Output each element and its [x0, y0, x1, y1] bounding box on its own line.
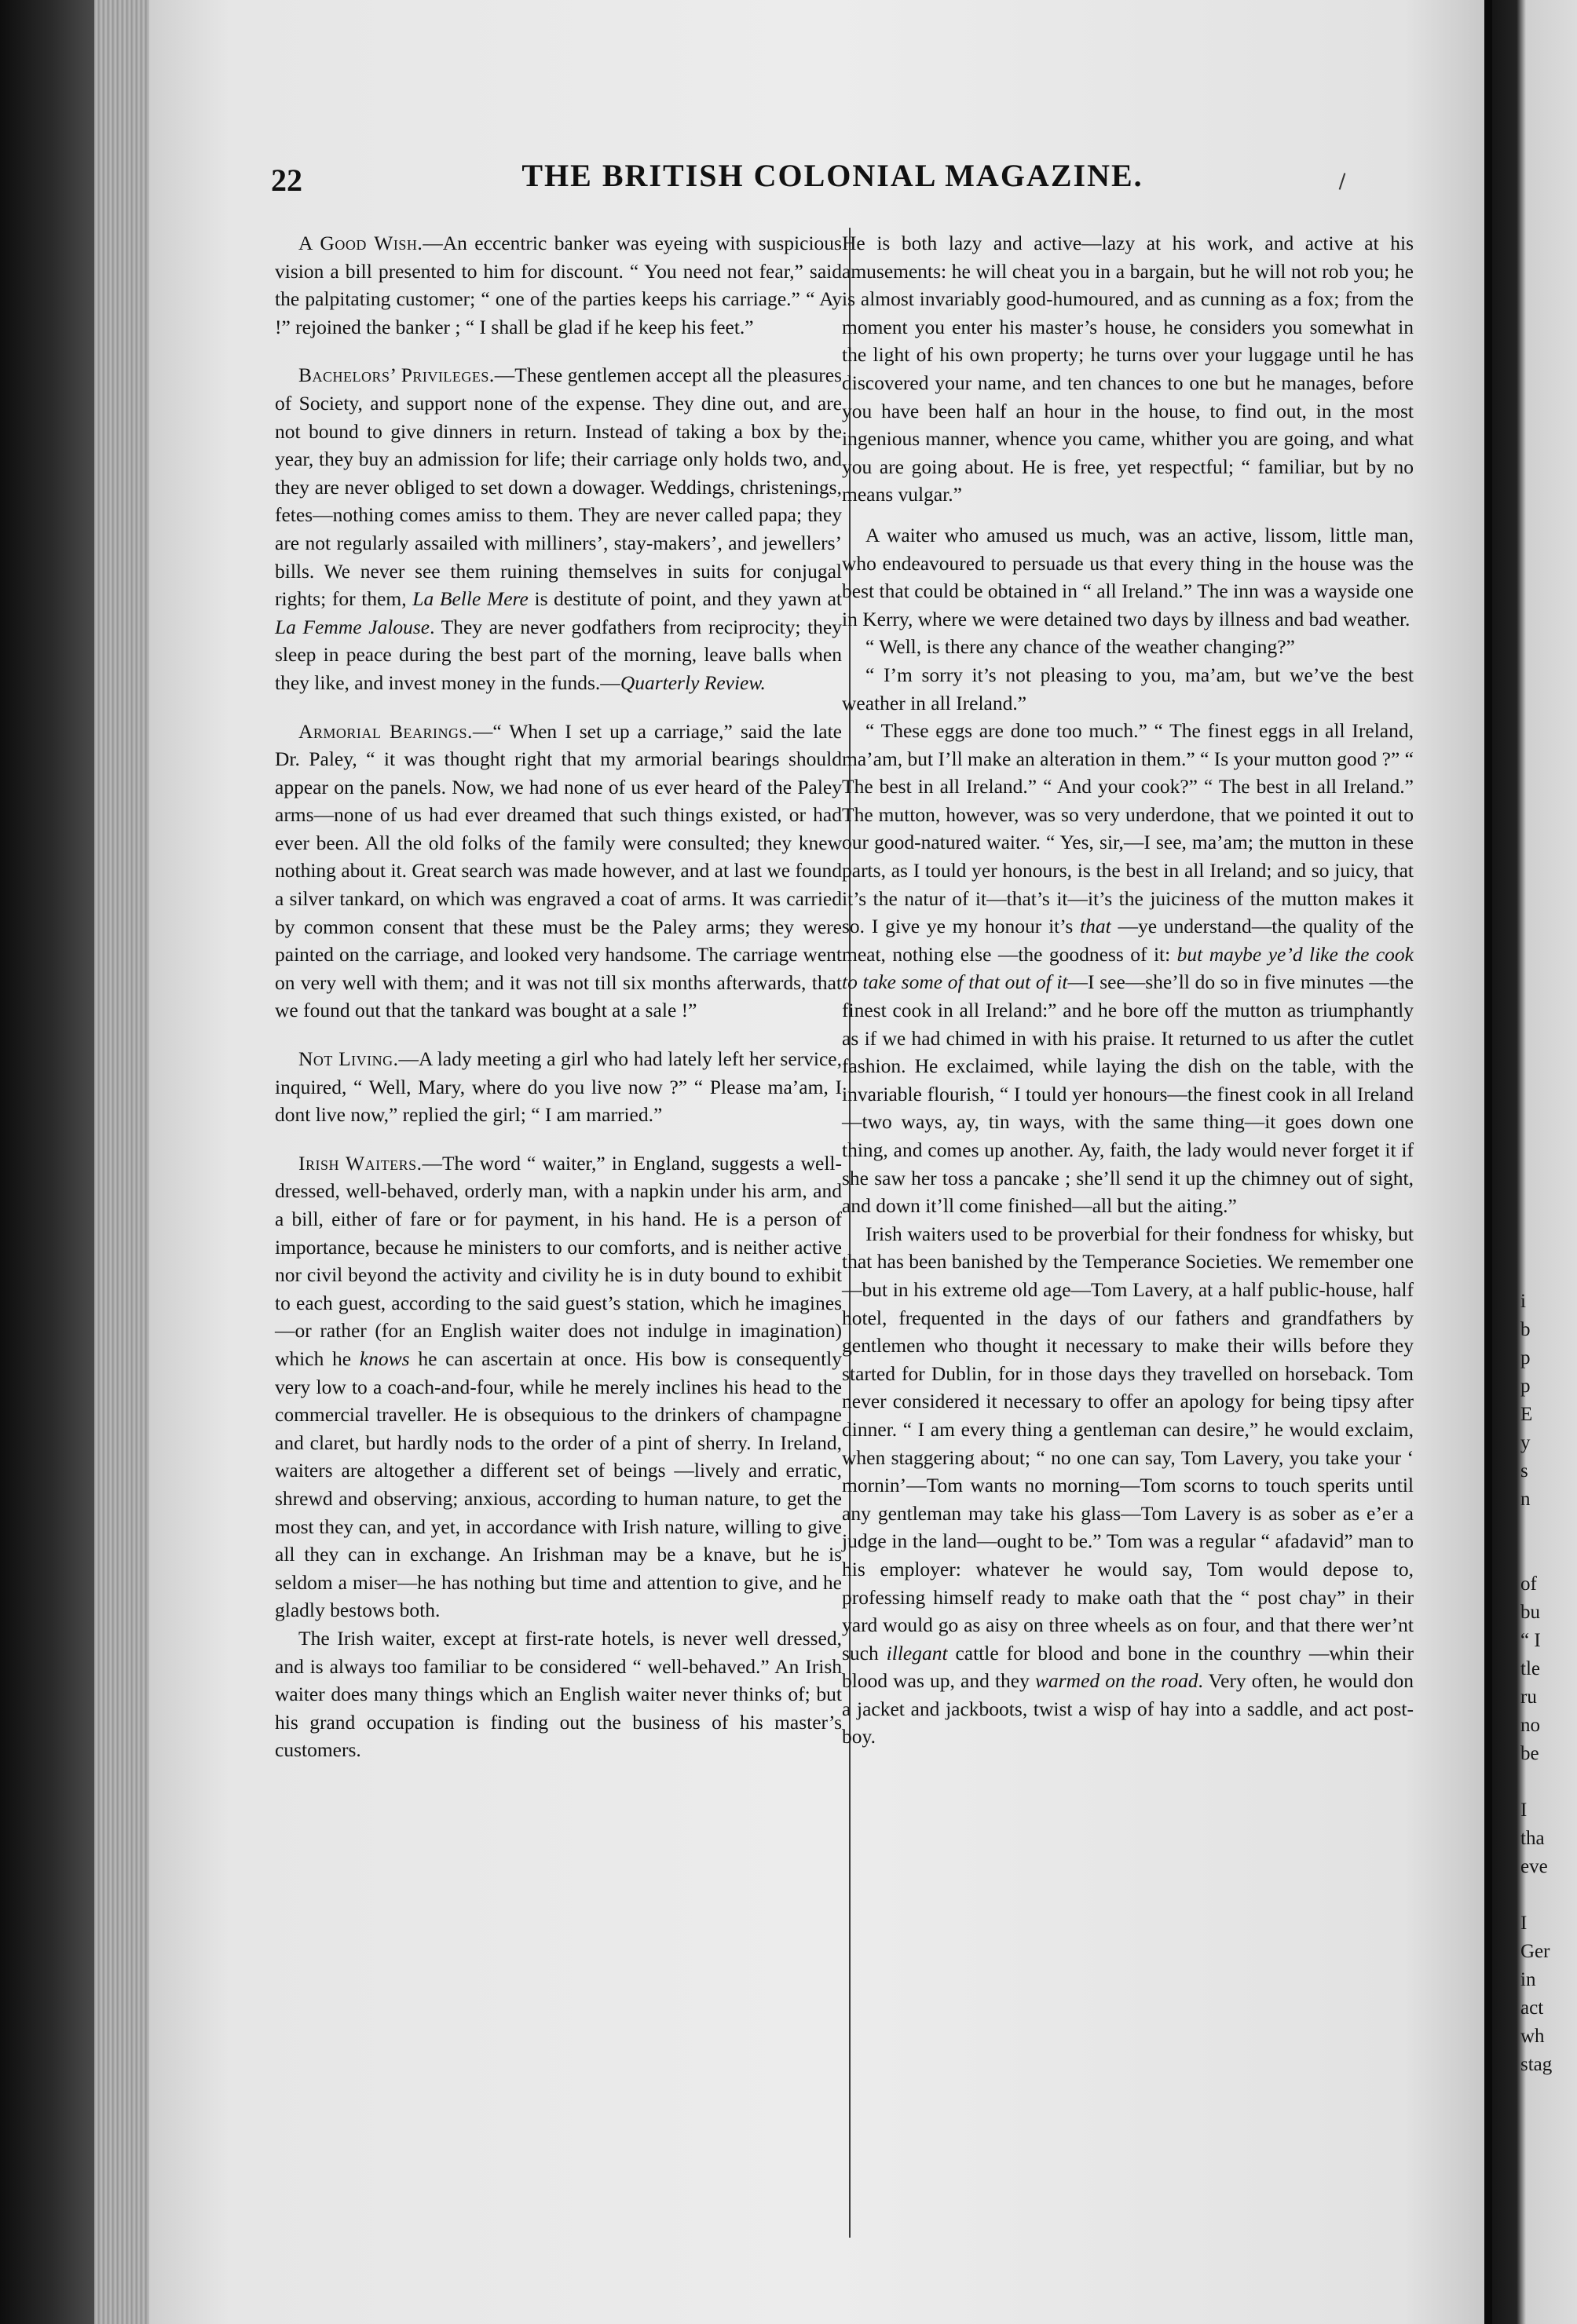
facing-page-fragment-line: I — [1520, 1913, 1528, 1934]
article-body: “ These eggs are done too much.” “ The finest eggs in all Ireland, ma’am, but I’ll make an alteration in them.” “ Is your mutton good ?” “ The best in all Ireland.” “ And your cook?” “ The best in all Ireland.” The mutton, however, was so very underdone, that we pointed it out to our good-natured waiter. “ Yes, sir,—I see, ma’am; the mutton in these parts, as I tould yer honours, is the best in all Ireland; and so juicy, that it’s the natur of it—that’s it—it’s the juiciness of the mutton makes it so. I give ye my honour it’s — [842, 719, 1414, 938]
article-paragraph-tom-lavery — [842, 1220, 1414, 1751]
article-body: he can ascertain at once. His bow is consequently very low to a coach-and-four, while he merely inclines his head to the commercial traveller. He is obsequious to the drinkers of champagne and claret, but hardly nods to the order of a pint of sherry. In Ireland, waiters are altogether a different set of beings —lively and erratic, shrewd and observing; anxious, according to human nature, to get the most they can, and yet, in accordance with Irish nature, willing to give all they can in exchange. An Irishman may be a knave, but he is seldom a miser—he has nothing but time and attention to give, and he gladly bestows both. — [275, 1347, 842, 1622]
facing-page-fragment-line: tha — [1520, 1828, 1545, 1849]
facing-page-fragment-line: be — [1520, 1743, 1539, 1764]
page-number: 22 — [271, 163, 302, 198]
article-heading: A Good Wish. — [298, 232, 423, 254]
facing-page-fragment-line: b — [1520, 1319, 1531, 1340]
facing-page-fragment-line — [1520, 1542, 1575, 1570]
facing-page-fragment-line: y — [1520, 1432, 1531, 1453]
article-italic: warmed on the road — [1035, 1669, 1198, 1693]
article-italic: but maybe ye’d like the cook to take some of that out of it — [842, 942, 1414, 994]
facing-page-fragment-line: p — [1520, 1376, 1531, 1397]
left-column — [275, 229, 842, 1785]
facing-page-fragment-line: eve — [1520, 1856, 1548, 1877]
article-paragraph: “ I’m sorry it’s not pleasing to you, ma’am, but we’ve the best weather in all Ireland.” — [842, 663, 1414, 714]
article-body: —An eccentric banker was eyeing with suspicious vision a bill presented to him for discount. “ You need not fear,” said the palpitating customer; “ one of the parties keeps his carriage.” “ Ay !” rejoined the banker ; “ I shall be glad if he keep his feet.” — [275, 232, 842, 338]
article-heading: Bachelors’ Privileges. — [298, 364, 495, 387]
right-column — [842, 229, 1414, 1751]
facing-page-fragment-line: wh — [1520, 2026, 1545, 2047]
article-bachelors-privileges — [275, 361, 842, 696]
article-italic: La Belle Mere — [412, 587, 529, 611]
facing-page-fragment-line: n — [1520, 1489, 1531, 1510]
page-edge-stack — [94, 0, 157, 2324]
facing-page-fragment-line: in — [1520, 1969, 1536, 1990]
article-body: . Very often, he would don a jacket and jackboots, twist a wisp of hay into a saddle, and act post-boy. — [842, 1669, 1414, 1748]
facing-page-fragment-line: ru — [1520, 1686, 1537, 1708]
facing-page-fragment-line: p — [1520, 1347, 1531, 1368]
article-armorial-bearings — [275, 718, 842, 1025]
facing-page-fragment-line: no — [1520, 1715, 1540, 1736]
article-body: —A lady meeting a girl who had lately left her service, inquired, “ Well, Mary, where do you live now ?” “ Please ma’am, I dont live now,” replied the girl; “ I am married.” — [275, 1047, 842, 1127]
facing-page-fragment-line: I — [1520, 1800, 1528, 1821]
article-body: Irish waiters used to be proverbial for their fondness for whisky, but that has been banished by the Temperance Societies. We remember one—but in his extreme old age—Tom Lavery, at a half public-house, half hotel, frequented in the days of our fathers and grandfathers by gentlemen who thought it necessary to make their wills before they started for Dublin, for in those days they travelled on horseback. Tom never considered it necessary to offer an apology for being tipsy after dinner. “ I am every thing a gentleman can desire,” he would exclaim, when staggering about; “ no one can say, Tom Lavery, you take your ‘ mornin’—Tom wants no morning—Tom scorns to touch sperits until any gentleman may take his glass—Tom Lavery is as sober as e’er a judge in the land—ought to be.” Tom was a regular “ afadavid” man to his employer: whatever he would say, Tom would depose to, professing himself ready to make oath that the “ post chay” in their yard would go as aisy on three wheels as on four, and that there wer’nt such — [842, 1222, 1414, 1664]
facing-page-fragment-line: E — [1520, 1404, 1533, 1425]
facing-page-fragment-line: stag — [1520, 2054, 1553, 2075]
article-heading: Irish Waiters. — [298, 1151, 423, 1175]
facing-page-fragment-line: Ger — [1520, 1941, 1550, 1962]
article-irish-waiters — [275, 1149, 842, 1764]
article-not-living — [275, 1045, 842, 1129]
article-body: . They are never godfathers from reciprocity; they sleep in peace during the best part of the morning, leave balls when they like, and invest money in the funds.— — [275, 615, 842, 694]
facing-page-fragment-line: of — [1520, 1573, 1537, 1595]
article-paragraph: A waiter who amused us much, was an active, lissom, little man, who endeavoured to persuade us that every thing in the house was the best that could be obtained in “ all Ireland.” The inn was a wayside one in Kerry, where we were detained two days by illness and bad weather. — [842, 523, 1414, 630]
article-italic: illegant — [886, 1641, 948, 1664]
facing-page-fragment-line: tle — [1520, 1658, 1540, 1679]
facing-page-fragment-line: bu — [1520, 1602, 1540, 1623]
article-body: —“ When I set up a carriage,” said the late Dr. Paley, “ it was thought right that my armorial bearings should appear on the panels. Now, we had none of us ever heard of the Paley arms—none of us had ever dreamed that such things existed, or had ever been. All the old folks of the family were consulted; they knew nothing about it. Great search was made however, and at last we found a silver tankard, on which was engraved a coat of arms. It was carried by common consent that these must be the Paley arms; they were painted on the carriage, and looked very handsome. The carriage went on very well with them; and it was not till six months afterwards, that we found out that the tankard was bought at a sale !” — [275, 719, 842, 1022]
running-title: THE BRITISH COLONIAL MAGAZINE. — [521, 158, 1143, 193]
article-italic: that — [1080, 915, 1111, 938]
facing-page-fragment-line — [1520, 1514, 1575, 1542]
article-body: —These gentlemen accept all the pleasures of Society, and support none of the expense. They dine out, and are not bound to give dinners in return. Instead of taking a box by the year, they buy an admission for life; their carriage only holds two, and they are never obliged to set down a dowager. Weddings, christenings, fetes—nothing comes amiss to them. They are never called papa; they are not regularly assailed with milliners’, stay-makers’, and jewellers’ bills. We never see them ruining themselves in suits for conjugal rights; for them, — [275, 364, 842, 611]
facing-page-fragment-line: “ I — [1520, 1630, 1541, 1651]
article-body: —The word “ waiter,” in England, suggests a well-dressed, well-behaved, orderly man, with a napkin under his arm, and a bill, either of fare or for payment, in his hand. He is a person of importance, because he ministers to our comforts, and is neither active nor civil beyond the activity and civility he is in duty bound to exhibit to each guest, according to the said guest’s station, which he imagines—or rather (for an English waiter does not indulge in imagination) which he — [275, 1151, 842, 1370]
scanner-shadow — [0, 0, 94, 2324]
article-paragraph: He is both lazy and active—lazy at his work, and active at his amusements: he will cheat you in a bargain, but he will not rob you; he is almost invariably good-humoured, and as cunning as a fox; from the moment you enter his master’s house, he considers you somewhat in the light of his own property; he turns over your luggage until he has discovered your name, and ten chances to one but he manages, before you have been half an hour in the house, to find out, in the most ingenious manner, whence you came, whither you are going, and what you are going about. He is free, yet respectful; “ familiar, but by no means vulgar.” — [842, 232, 1414, 506]
article-heading: Armorial Bearings. — [298, 719, 473, 743]
facing-page-fragment-line: s — [1520, 1460, 1528, 1482]
gutter-shadow — [1484, 0, 1492, 2324]
article-paragraph: The Irish waiter, except at first-rate hotels, is never well dressed, and is always too familiar to be considered “ well-behaved.” An Irish waiter does many things which an English waiter never thinks of; but his grand occupation is finding out the business of his master’s customers. — [275, 1626, 842, 1762]
article-body: —I see—she’ll do so in five minutes —the finest cook in all Ireland:” and he bore off the mutton as triumphantly as if we had chimed in with his praise. It returned to us after the cutlet fashion. He exclaimed, while laying the dish on the table, with the invariable flourish, “ I tould yer honours—the finest cook in all Ireland—two ways, ay, tin ways, with the same thing—it goes down one thing, and comes up another. Ay, faith, the lady would never forget it if she saw her toss a pancake ; she’ll send it up the chimney out of sight, and down it’ll come finished—all but the aiting.” — [842, 970, 1414, 1218]
article-paragraph-dialogue — [842, 717, 1414, 1220]
facing-page-fragment-line: act — [1520, 1997, 1544, 2019]
facing-page-fragment-line — [1520, 1768, 1575, 1796]
article-italic: knows — [359, 1347, 410, 1370]
facing-page-fragment — [1520, 1288, 1575, 2308]
article-heading: Not Living. — [298, 1047, 399, 1071]
article-italic: La Femme Jalouse — [275, 615, 430, 638]
article-source: Quarterly Review. — [620, 671, 766, 694]
article-good-wish — [275, 229, 842, 341]
facing-page-fragment-line — [1520, 1881, 1575, 1909]
article-body: —ye understand—the quality of the meat, nothing else —the goodness of it: — [842, 915, 1414, 966]
article-paragraph: “ Well, is there any chance of the weather changing?” — [865, 635, 1295, 659]
article-body: is destitute of point, and they yawn at — [528, 587, 842, 611]
facing-page-fragment-line: i — [1520, 1291, 1526, 1312]
article-body: cattle for blood and bone in the counthry —whin their blood was up, and they — [842, 1641, 1414, 1693]
